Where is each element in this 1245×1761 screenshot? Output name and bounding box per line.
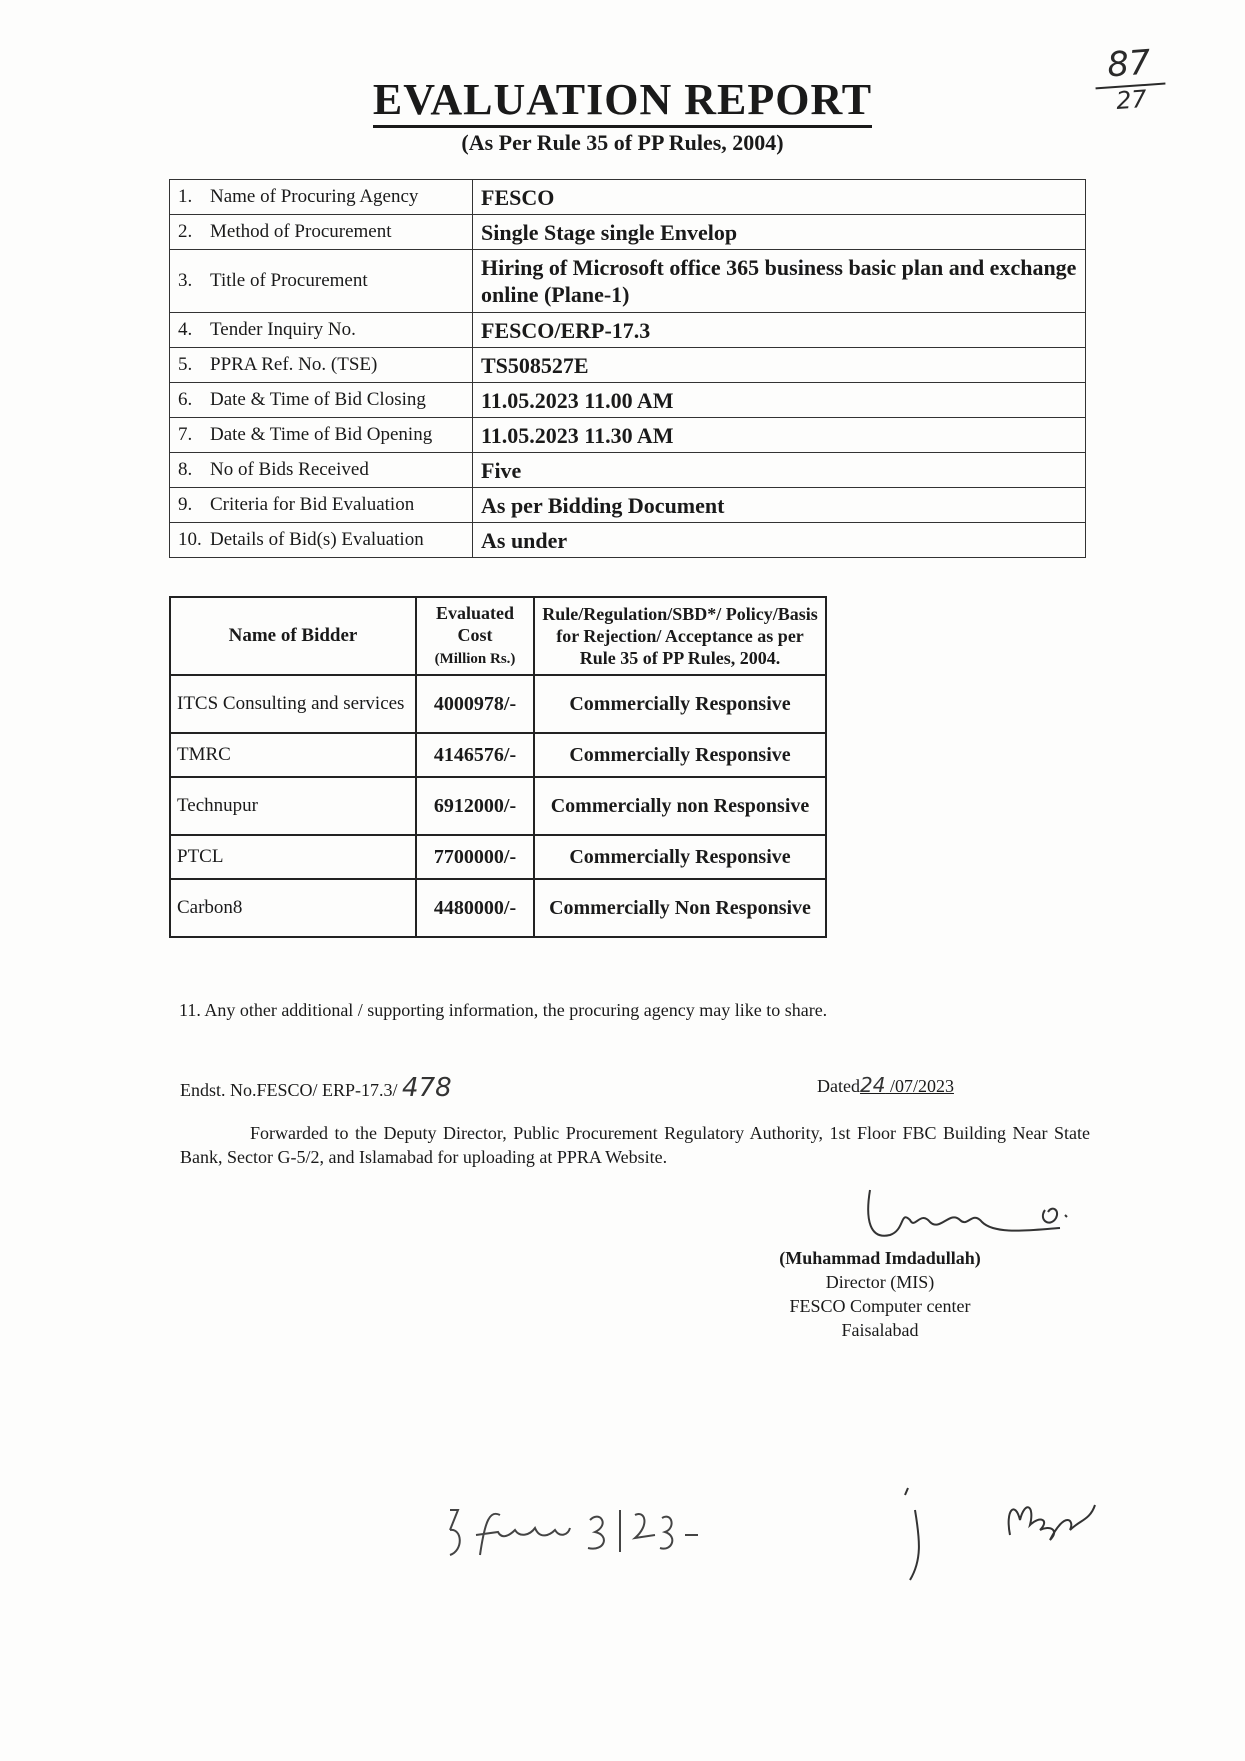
bidder-cost: 4000978/- (416, 675, 534, 733)
bidder-cost: 7700000/- (416, 835, 534, 879)
bids-header-row (170, 597, 826, 675)
bidder-basis: Commercially Responsive (534, 835, 826, 879)
info-row: 3. Title of Procurement Hiring of Microsoft office 365 business basic plan and exchange online (Plane-1) (170, 250, 1086, 313)
bidder-basis: Commercially Responsive (534, 733, 826, 777)
bidder-name-header: Name of Bidder (170, 597, 416, 675)
table-row (170, 835, 826, 879)
ppra-ref-value: TS508527E (473, 348, 1086, 383)
bidder-name: Technupur (170, 777, 416, 835)
bidder-cost: 4480000/- (416, 879, 534, 937)
signatory-block (740, 1246, 1020, 1342)
procurement-method-value: Single Stage single Envelop (473, 215, 1086, 250)
info-row: 1. Name of Procuring Agency FESCO (170, 180, 1086, 215)
info-row: 7. Date & Time of Bid Opening 11.05.2023 11.30 AM (170, 418, 1086, 453)
report-subtitle: (As Per Rule 35 of PP Rules, 2004) (461, 130, 784, 155)
table-row (170, 733, 826, 777)
bid-evaluation-table (169, 596, 827, 938)
bids-received-value: Five (473, 453, 1086, 488)
bidder-cost: 4146576/- (416, 733, 534, 777)
info-row: 8. No of Bids Received Five (170, 453, 1086, 488)
page-mark-bottom: 27 (1115, 84, 1148, 115)
info-row: 10. Details of Bid(s) Evaluation As under (170, 523, 1086, 558)
signatory-office: FESCO Computer center (789, 1296, 971, 1316)
basis-header: Rule/Regulation/SBD*/ Policy/Basis for Rejection/ Acceptance as per Rule 35 of PP Rules, 2004. (534, 597, 826, 675)
bidder-cost: 6912000/- (416, 777, 534, 835)
info-row: 4. Tender Inquiry No. FESCO/ERP-17.3 (170, 313, 1086, 348)
bidder-name: PTCL (170, 835, 416, 879)
report-title: EVALUATION REPORT (0, 74, 1245, 125)
procurement-title-value: Hiring of Microsoft office 365 business basic plan and exchange online (Plane-1) (473, 250, 1086, 313)
table-row (170, 675, 826, 733)
forwarding-paragraph: Forwarded to the Deputy Director, Public Procurement Regulatory Authority, 1st Floor FBC Building Near State Bank, Sector G-5/2, and Islamabad for uploading at PPRA Website. (180, 1123, 1090, 1167)
bidder-basis: Commercially non Responsive (534, 777, 826, 835)
endorsement-number: Endst. No.FESCO/ ERP-17.3/ 478 (180, 1073, 452, 1103)
handwritten-endorsement-number: 478 (402, 1073, 452, 1103)
tender-inquiry-value: FESCO/ERP-17.3 (473, 313, 1086, 348)
bidder-basis: Commercially Responsive (534, 675, 826, 733)
signature-scribble (860, 1180, 1090, 1250)
procurement-info-table (169, 179, 1086, 558)
bidder-name: Carbon8 (170, 879, 416, 937)
bid-opening-value: 11.05.2023 11.30 AM (473, 418, 1086, 453)
evaluation-criteria-value: As per Bidding Document (473, 488, 1086, 523)
table-row (170, 777, 826, 835)
signatory-city: Faisalabad (841, 1320, 919, 1340)
handwritten-date-day: 24 (859, 1073, 886, 1097)
procuring-agency-value: FESCO (473, 180, 1086, 215)
page-mark-top: 87 (1105, 42, 1152, 86)
info-row: 2. Method of Procurement Single Stage single Envelop (170, 215, 1086, 250)
handwritten-initials-scribble (900, 1480, 1140, 1590)
page-number-mark (1088, 42, 1173, 115)
bidder-basis: Commercially Non Responsive (534, 879, 826, 937)
bid-closing-value: 11.05.2023 11.00 AM (473, 383, 1086, 418)
endorsement-date: Dated24 /07/2023 (817, 1073, 954, 1097)
bidder-name: ITCS Consulting and services (170, 675, 416, 733)
evaluated-cost-header: Evaluated Cost (Million Rs.) (416, 597, 534, 675)
bidder-name: TMRC (170, 733, 416, 777)
info-row: 5. PPRA Ref. No. (TSE) TS508527E (170, 348, 1086, 383)
handwritten-note-scribble (440, 1480, 740, 1570)
table-row (170, 879, 826, 937)
evaluation-details-value: As under (473, 523, 1086, 558)
signatory-name: (Muhammad Imdadullah) (779, 1248, 981, 1268)
info-row: 6. Date & Time of Bid Closing 11.05.2023 11.00 AM (170, 383, 1086, 418)
additional-info-item: 11. Any other additional / supporting information, the procuring agency may like to share. (179, 1000, 828, 1020)
info-row: 9. Criteria for Bid Evaluation As per Bidding Document (170, 488, 1086, 523)
signatory-designation: Director (MIS) (825, 1272, 935, 1292)
